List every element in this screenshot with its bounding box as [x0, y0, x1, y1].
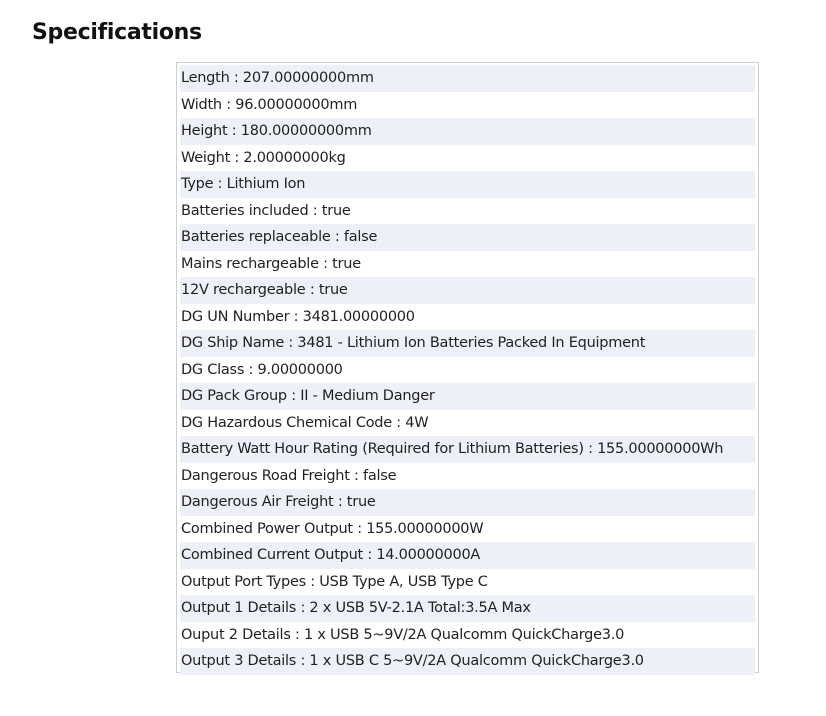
spec-row: Length : 207.00000000mm: [180, 65, 755, 92]
spec-row: Output 3 Details : 1 x USB C 5~9V/2A Qualcomm QuickCharge3.0: [180, 648, 755, 675]
spec-row: DG Pack Group : II - Medium Danger: [180, 383, 755, 410]
spec-row: Dangerous Air Freight : true: [180, 489, 755, 516]
spec-row: Ouput 2 Details : 1 x USB 5~9V/2A Qualcomm QuickCharge3.0: [181, 626, 625, 643]
spec-row: Output 1 Details : 2 x USB 5V-2.1A Total:3.5A Max: [180, 595, 755, 622]
spec-row: Batteries replaceable : false: [180, 224, 755, 251]
spec-row: DG Ship Name : 3481 - Lithium Ion Batteries Packed In Equipment: [180, 330, 755, 357]
spec-row: DG Class : 9.00000000: [181, 361, 343, 378]
page-title: Specifications: [32, 20, 202, 45]
spec-row: Combined Power Output : 155.00000000W: [181, 520, 484, 537]
spec-row: Width : 96.00000000mm: [181, 96, 358, 113]
specifications-list: [180, 65, 755, 675]
spec-row: Output Port Types : USB Type A, USB Type C: [181, 573, 488, 590]
spec-row: Mains rechargeable : true: [181, 255, 361, 272]
spec-row: Batteries included : true: [181, 202, 351, 219]
specifications-table: [176, 62, 759, 673]
spec-row: DG UN Number : 3481.00000000: [181, 308, 415, 325]
spec-row: DG Hazardous Chemical Code : 4W: [181, 414, 429, 431]
spec-row: Type : Lithium Ion: [180, 171, 755, 198]
spec-row: Height : 180.00000000mm: [180, 118, 755, 145]
spec-row: 12V rechargeable : true: [180, 277, 755, 304]
spec-row: Dangerous Road Freight : false: [181, 467, 397, 484]
spec-row: Combined Current Output : 14.00000000A: [180, 542, 755, 569]
spec-row: Weight : 2.00000000kg: [181, 149, 346, 166]
spec-row: Battery Watt Hour Rating (Required for Lithium Batteries) : 155.00000000Wh: [180, 436, 755, 463]
